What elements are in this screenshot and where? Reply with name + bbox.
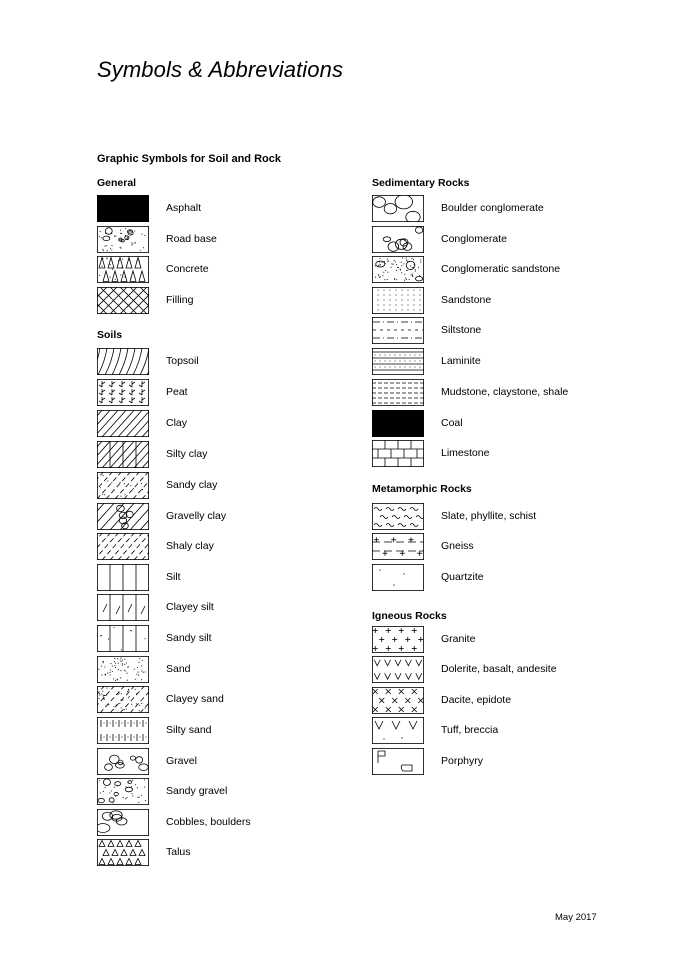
sand-symbol: [97, 656, 149, 683]
legend-label: Concrete: [166, 263, 209, 275]
legend-label: Siltstone: [441, 324, 482, 336]
legend-label: Granite: [441, 633, 476, 645]
legend-label: Sandy clay: [166, 479, 218, 491]
legend-label: Laminite: [441, 355, 481, 367]
legend-label: Clayey silt: [166, 601, 214, 613]
section-title-sedimentary: Sedimentary Rocks: [372, 177, 470, 189]
legend-label: Dolerite, basalt, andesite: [441, 663, 557, 675]
legend-label: Asphalt: [166, 202, 202, 214]
clay-symbol: [97, 410, 149, 437]
asphalt-symbol: [97, 195, 149, 222]
legend-label: Dacite, epidote: [441, 694, 512, 706]
legend-label: Cobbles, boulders: [166, 816, 251, 828]
slate-symbol: [372, 503, 424, 530]
legend-label: Gravelly clay: [166, 510, 227, 522]
conglomeratic-sandstone-symbol: [372, 256, 424, 283]
legend-label: Silty clay: [166, 448, 208, 460]
page-title: Symbols & Abbreviations: [97, 57, 344, 82]
legend-label: Road base: [166, 233, 217, 245]
legend-label: Filling: [166, 294, 194, 306]
legend-label: Mudstone, claystone, shale: [441, 386, 569, 398]
tuff-symbol: [372, 717, 424, 744]
silty-sand-symbol: [97, 717, 149, 744]
legend-label: Sandy gravel: [166, 785, 228, 797]
legend-label: Boulder conglomerate: [441, 202, 544, 214]
silty-clay-symbol: [97, 441, 149, 468]
legend-label: Conglomerate: [441, 233, 507, 245]
shaly-clay-symbol: [97, 533, 149, 560]
legend-label: Conglomeratic sandstone: [441, 263, 561, 275]
section-title-general: General: [97, 177, 137, 189]
footer-date: May 2017: [555, 912, 597, 923]
legend-label: Topsoil: [166, 355, 199, 367]
clayey-sand-symbol: [97, 686, 149, 713]
page-subtitle: Graphic Symbols for Soil and Rock: [97, 153, 281, 165]
legend-label: Gneiss: [441, 540, 474, 552]
talus-symbol: [97, 839, 149, 866]
limestone-symbol: [372, 440, 424, 467]
conglomerate-symbol: [372, 226, 424, 253]
legend-label: Clayey sand: [166, 693, 224, 705]
dolerite-symbol: [372, 656, 424, 683]
concrete-symbol: [97, 256, 149, 283]
sandy-silt-symbol: [97, 625, 149, 652]
legend-label: Quartzite: [441, 571, 484, 583]
peat-symbol: [97, 379, 149, 406]
clayey-silt-symbol: [97, 594, 149, 621]
filling-symbol: [97, 287, 149, 314]
road-base-symbol: [97, 226, 149, 253]
section-title-metamorphic: Metamorphic Rocks: [372, 483, 472, 495]
legend-label: Silt: [166, 571, 181, 583]
boulder-conglomerate-symbol: [372, 195, 424, 222]
sandstone-symbol: [372, 287, 424, 314]
legend-label: Silty sand: [166, 724, 212, 736]
legend-label: Sand: [166, 663, 191, 675]
silt-symbol: [97, 564, 149, 591]
gneiss-symbol: [372, 533, 424, 560]
legend-label: Talus: [166, 846, 191, 858]
sandy-gravel-symbol: [97, 778, 149, 805]
laminite-symbol: [372, 348, 424, 375]
quartzite-symbol: [372, 564, 424, 591]
coal-symbol: [372, 410, 424, 437]
legend-label: Slate, phyllite, schist: [441, 510, 537, 522]
legend-label: Sandstone: [441, 294, 492, 306]
gravel-symbol: [97, 748, 149, 775]
siltstone-symbol: [372, 317, 424, 344]
legend-label: Clay: [166, 417, 188, 429]
cobbles-boulders-symbol: [97, 809, 149, 836]
legend-label: Limestone: [441, 447, 490, 459]
section-title-igneous: Igneous Rocks: [372, 610, 447, 622]
dacite-symbol: [372, 687, 424, 714]
sandy-clay-symbol: [97, 472, 149, 499]
legend-label: Sandy silt: [166, 632, 212, 644]
granite-symbol: [372, 626, 424, 653]
section-title-soils: Soils: [97, 329, 123, 341]
legend-label: Coal: [441, 417, 463, 429]
legend-label: Shaly clay: [166, 540, 214, 552]
legend-label: Peat: [166, 386, 188, 398]
legend-label: Gravel: [166, 755, 197, 767]
legend-label: Porphyry: [441, 755, 484, 767]
legend-label: Tuff, breccia: [441, 724, 499, 736]
mudstone-symbol: [372, 379, 424, 406]
porphyry-symbol: [372, 748, 424, 775]
topsoil-symbol: [97, 348, 149, 375]
gravelly-clay-symbol: [97, 503, 149, 530]
